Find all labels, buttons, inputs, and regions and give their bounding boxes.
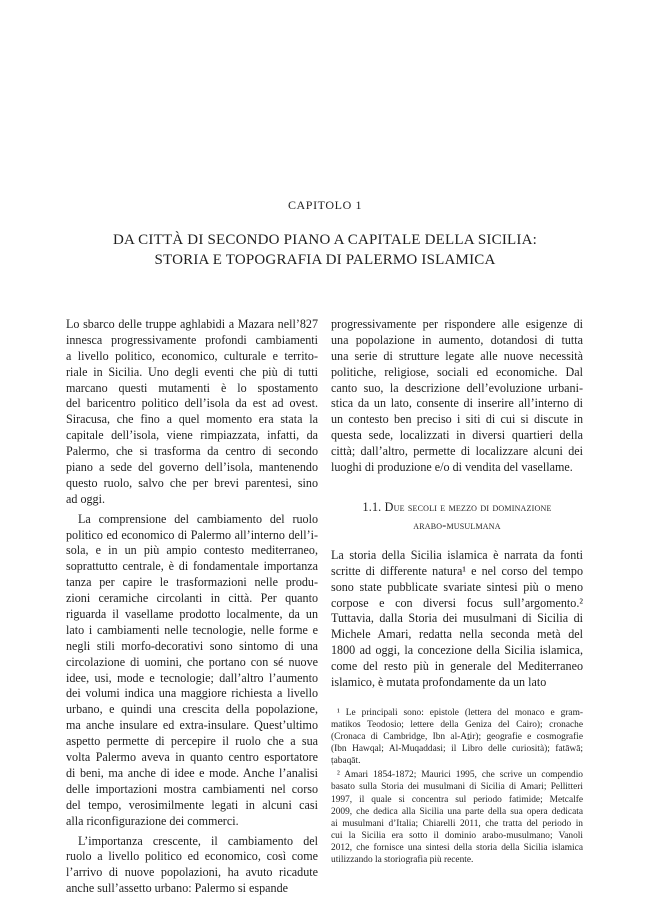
text-line: come del resto più in generale del Mediterraneo: [331, 659, 583, 675]
footnote-line: ² Amari 1854-1872; Maurici 1995, che scrive un compendio: [331, 769, 583, 781]
text-line: Lo sbarco delle truppe aghlabidi a Mazara nell’827: [66, 317, 318, 333]
text-line: un contesto ben preciso i siti di cui si discute in: [331, 412, 583, 428]
footnote-line: 1997, il quale si concentra sul periodo fatimide; Metcalfe: [331, 794, 583, 806]
text-line: del baricentro politico dell’isola da est ad ovest.: [66, 396, 318, 412]
text-line: Michele Amari, redatta nella seconda metà del: [331, 627, 583, 643]
text-line: sola, e in un più ampio contesto mediterraneo,: [66, 543, 318, 559]
text-line: piano a sede del governo dell’isola, mantenendo: [66, 460, 318, 476]
paragraph: [331, 317, 583, 476]
footnote-line: utilizzando la storiografia più recente.: [331, 854, 583, 866]
text-line: del tempo, verosimilmente legati in alcuni casi: [66, 798, 318, 814]
text-line: riale in Sicilia. Uno degli eventi che più di tutti: [66, 365, 318, 381]
footnote: [331, 707, 583, 767]
left-column: [66, 317, 318, 897]
text-line: volta Palermo aveva in quanto centro esportatore: [66, 750, 318, 766]
right-column: [331, 317, 583, 866]
footnote-line: 2009, che dedica alla Sicilia una parte della sua opera dedicata: [331, 806, 583, 818]
text-line: canto suo, la descrizione dell’evoluzione urbani-: [331, 381, 583, 397]
text-line: 1800 ad oggi, la concezione della Sicilia islamica,: [331, 643, 583, 659]
text-line: delle importazioni mostra cambiamenti nel corso: [66, 782, 318, 798]
footnote-line: ¹ Le principali sono: epistole (lettera del monaco e gram-: [331, 707, 583, 719]
text-line: tanza per capire le trasformazioni nelle produ-: [66, 575, 318, 591]
text-line: islamico, è mutata profondamente da un lato: [331, 675, 583, 691]
paragraph: [66, 512, 318, 830]
section-heading: [331, 498, 583, 534]
text-line: questo ruolo, salvo che per brevi parentesi, sino: [66, 476, 318, 492]
footnote-line: ai musulmani d’Italia; Chiarelli 2011, che tratta del periodo in: [331, 818, 583, 830]
footnote: [331, 769, 583, 866]
text-line: circolazione di uomini, che portano con sé nuove: [66, 655, 318, 671]
text-line: Siracusa, che fino a quel momento era stata la: [66, 412, 318, 428]
footnote-line: ṭabaqāt.: [331, 755, 583, 767]
text-line: riguarda il vasellame prodotto localmente, da un: [66, 607, 318, 623]
text-line: corpose e con diversi focus sull’argomento.²: [331, 596, 583, 612]
section-title-line: arabo-musulmana: [331, 516, 583, 534]
text-line: luoghi di produzione e/o di vendita del vasellame.: [331, 460, 583, 476]
section-title-line: Due secoli e mezzo di dominazione: [385, 500, 552, 514]
text-line: L’importanza crescente, il cambiamento del: [66, 834, 318, 850]
chapter-label: CAPITOLO 1: [0, 198, 650, 213]
footnotes: [331, 707, 583, 866]
paragraph: [331, 548, 583, 691]
text-line: scritte di differente natura¹ e nel corso del tempo: [331, 564, 583, 580]
text-line: negli stili morfo-decorativi sono sintomo di una: [66, 639, 318, 655]
text-line: di beni, ma anche di idee e mode. Anche l’analisi: [66, 766, 318, 782]
text-line: Tuttavia, dalla Storia dei musulmani di Sicilia di: [331, 611, 583, 627]
text-line: La comprensione del cambiamento del ruolo: [66, 512, 318, 528]
text-line: innesca progressivamente profondi cambiamenti: [66, 333, 318, 349]
footnote-line: (Ibn Hawqal; Al-Muqaddasi; il Libro delle curiosità); fatāwā;: [331, 743, 583, 755]
text-line: stica da un lato, consente di inserire all’interno di: [331, 396, 583, 412]
text-line: aspetto permette di percepire il ruolo che a sua: [66, 734, 318, 750]
section-number: 1.1.: [362, 500, 381, 514]
footnote-line: cui la Sicilia era sotto il dominio arabo-musulmano; Vanoli: [331, 830, 583, 842]
paragraph: [66, 317, 318, 508]
chapter-title: [0, 230, 650, 270]
footnote-line: matikos Teodosio; lettere della Geniza del Cairo); cronache: [331, 719, 583, 731]
text-line: politico ed economico di Palermo all’interno dell’i-: [66, 528, 318, 544]
text-line: politiche, religiose, sociali ed economiche. Dal: [331, 365, 583, 381]
text-line: Palermo, che si trasforma da centro di secondo: [66, 444, 318, 460]
footnote-line: (Cronaca di Cambridge, Ibn al-Aṯir); geografie e cosmografie: [331, 731, 583, 743]
chapter-title-line: DA CITTÀ DI SECONDO PIANO A CAPITALE DELLA SICILIA:: [0, 230, 650, 250]
text-line: città; dall’altro, permette di localizzare alcuni dei: [331, 444, 583, 460]
text-line: a livello politico, economico, culturale e territo-: [66, 349, 318, 365]
text-line: sono state pubblicate svariate sintesi più o meno: [331, 580, 583, 596]
text-line: marcano questi mutamenti è lo spostamento: [66, 381, 318, 397]
text-line: idee, usi, mode e tecnologie; dall’altro l’aumento: [66, 671, 318, 687]
text-line: zioni ceramiche circolanti in città. Per quanto: [66, 591, 318, 607]
chapter-title-line: STORIA E TOPOGRAFIA DI PALERMO ISLAMICA: [0, 250, 650, 270]
text-line: ruolo a livello politico ed economico, così come: [66, 849, 318, 865]
text-line: La storia della Sicilia islamica è narrata da fonti: [331, 548, 583, 564]
text-line: l’arrivo di nuove popolazioni, ha avuto ricadute: [66, 865, 318, 881]
footnote-line: basato sulla Storia dei musulmani di Sicilia di Amari; Pellitteri: [331, 781, 583, 793]
text-line: una popolazione in aumento, dotandosi di tutta: [331, 333, 583, 349]
text-line: lato i cambiamenti nelle tecnologie, nelle forme e: [66, 623, 318, 639]
footnote-line: 2012, che fornisce una sintesi della storia della Sicilia islamica: [331, 842, 583, 854]
text-line: una serie di strutture legate alle nuove necessità: [331, 349, 583, 365]
text-line: questa sede, localizzati in diversi quartieri della: [331, 428, 583, 444]
paragraph: [66, 834, 318, 897]
text-line: ma anche insulare ed extra-insulare. Quest’ultimo: [66, 718, 318, 734]
text-line: urbano, e quindi una crescita della popolazione,: [66, 702, 318, 718]
text-line: soprattutto centrale, è di fondamentale importanza: [66, 559, 318, 575]
text-line: anche sull’assetto urbano: Palermo si espande: [66, 881, 318, 897]
text-line: capitale dell’isola, viene rimpiazzata, infatti, da: [66, 428, 318, 444]
text-line: alla riconfigurazione dei commerci.: [66, 814, 318, 830]
text-line: dei volumi indica una maggiore richiesta a livello: [66, 686, 318, 702]
text-line: progressivamente per rispondere alle esigenze di: [331, 317, 583, 333]
text-line: ad oggi.: [66, 492, 318, 508]
